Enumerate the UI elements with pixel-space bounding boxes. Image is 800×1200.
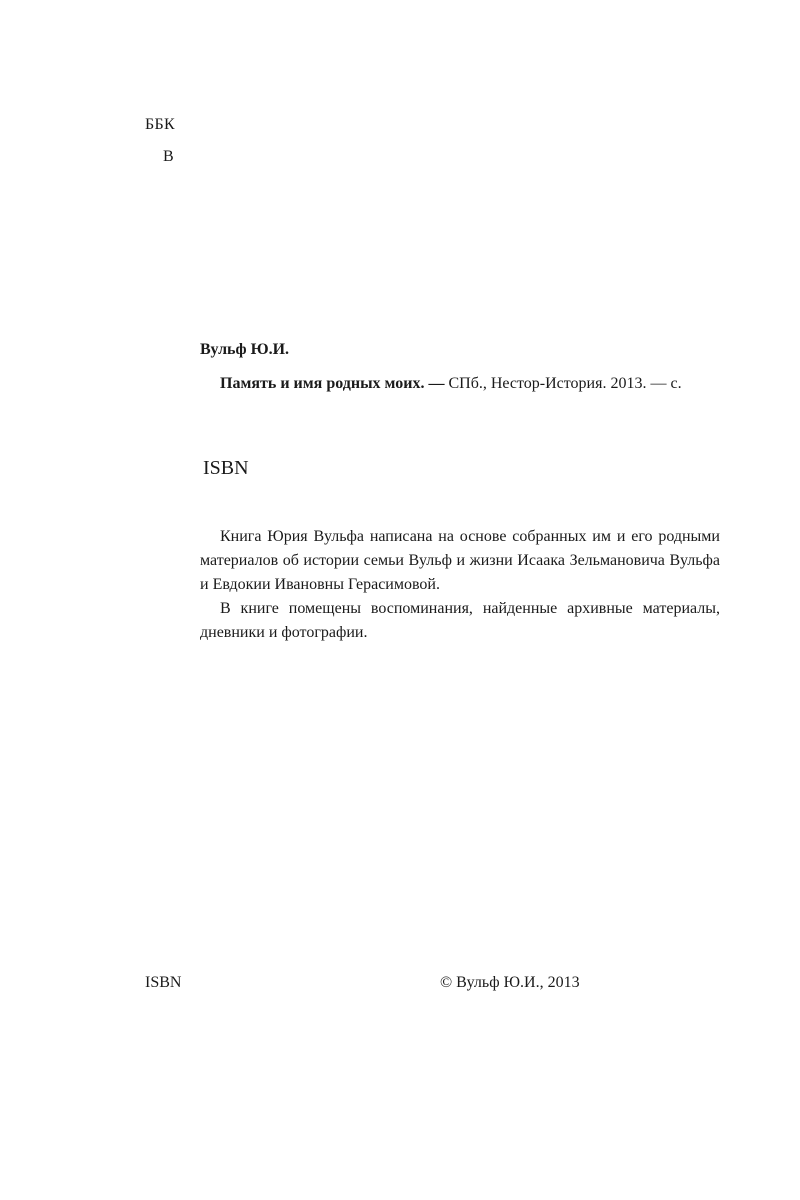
copyright-notice: © Вульф Ю.И., 2013 [440, 974, 580, 991]
annotation-paragraph: Книга Юрия Вульфа написана на основе собранных им и его родными материалов об истории семьи Вульф и жизни Исаака Зельмановича Вульфа и Евдокии Ивановны Герасимовой. [200, 528, 720, 593]
annotation-paragraph: В книге помещены воспоминания, найденные архивные материалы, дневники и фотографии. [200, 600, 720, 641]
isbn-footer: ISBN [145, 974, 182, 991]
isbn-label: ISBN [203, 457, 249, 479]
book-title: Память и имя родных моих. — [220, 375, 445, 392]
annotation [200, 525, 720, 645]
bbk-label: ББК [145, 116, 175, 133]
author-name: Вульф Ю.И. [200, 341, 290, 358]
bbk-code: В [163, 148, 174, 165]
imprint: СПб., Нестор-История. 2013. — с. [444, 375, 682, 392]
bibliographic-record [200, 369, 720, 399]
